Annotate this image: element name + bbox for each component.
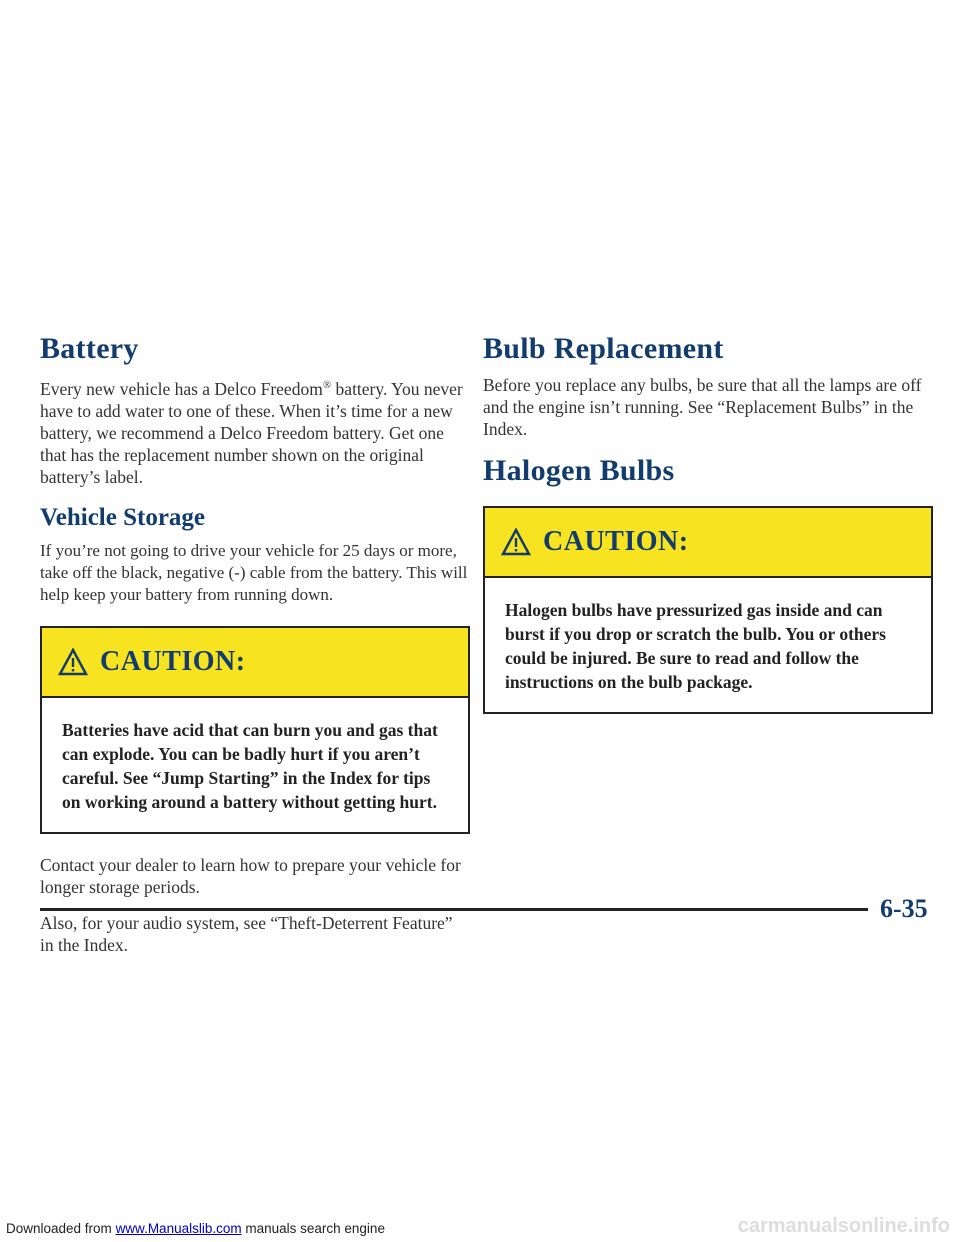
battery-heading: Battery xyxy=(40,332,139,365)
registered-mark: ® xyxy=(322,379,332,391)
caution-title: CAUTION: xyxy=(100,645,246,677)
caution-title: CAUTION: xyxy=(543,526,689,557)
right-column xyxy=(483,332,933,714)
page-number: 6-35 xyxy=(880,894,928,923)
storage-paragraph-2: Contact your dealer to learn how to prepare your vehicle for longer storage periods. xyxy=(40,854,461,897)
caution-text: Halogen bulbs have pressurized gas inside and can burst if you drop or scratch the bulb. You or others could be injured. Be sure to read and follow the instructions on the bulb package. xyxy=(505,600,886,692)
caution-header xyxy=(485,508,931,578)
download-footer: Downloaded from www.Manualslib.com manuals search engine xyxy=(0,1216,960,1242)
vehicle-storage-heading: Vehicle Storage xyxy=(40,503,206,531)
manualslib-link[interactable]: www.Manualslib.com xyxy=(115,1221,242,1236)
storage-paragraph-3: Also, for your audio system, see “Theft-Deterrent Feature” in the Index. xyxy=(40,912,453,955)
warning-triangle-icon xyxy=(58,648,88,676)
battery-caution-box xyxy=(40,626,470,834)
footer-rule xyxy=(40,908,868,911)
halogen-caution-box xyxy=(483,506,933,714)
battery-paragraph: Every new vehicle has a Delco Freedom® battery. You never have to add water to one of these. When it’s time for a new battery, we recommend a Delco Freedom battery. Get one that has the replacement number shown on the original battery’s label. xyxy=(40,378,463,487)
left-column xyxy=(40,332,470,970)
watermark: carmanualsonline.info xyxy=(737,1215,950,1237)
warning-triangle-icon xyxy=(501,528,531,556)
caution-text: Batteries have acid that can burn you and gas that can explode. You can be badly hurt if you aren’t careful. See “Jump Starting” in the Index for tips on working around a battery without getting hurt. xyxy=(62,719,438,812)
storage-paragraph: If you’re not going to drive your vehicle for 25 days or more, take off the black, negative (-) cable from the battery. This will help keep your battery from running down. xyxy=(40,540,468,604)
caution-header xyxy=(42,628,468,698)
halogen-bulbs-heading: Halogen Bulbs xyxy=(483,454,675,487)
bulb-paragraph: Before you replace any bulbs, be sure that all the lamps are off and the engine isn’t running. See “Replacement Bulbs” in the Index. xyxy=(483,375,922,439)
bulb-replacement-heading: Bulb Replacement xyxy=(483,332,724,365)
